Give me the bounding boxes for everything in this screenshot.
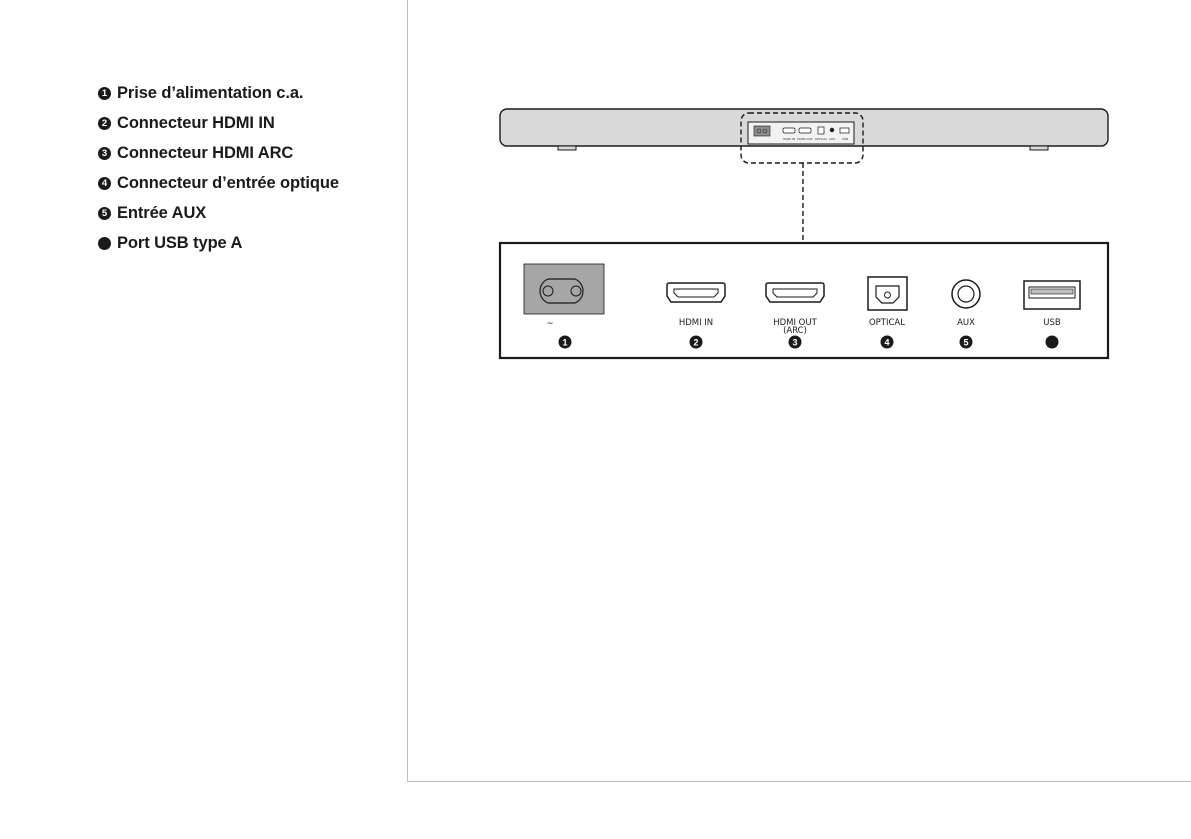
hdmi-out-arc-port [766,283,824,302]
legend-item-hdmi-in [98,108,339,138]
mini-label-usb: USB [841,137,849,141]
mini-label-optical: OPTICAL [814,137,828,141]
optical-label: OPTICAL [868,318,906,328]
bullet-marker [98,237,111,250]
mini-port-panel [748,122,854,144]
number-marker: 3 [98,147,111,160]
number-marker: 1 [98,87,111,100]
legend-label: Connecteur HDMI ARC [117,143,294,162]
legend-label: Entrée AUX [117,203,207,222]
number-marker: 2 [98,117,111,130]
usb-port [1024,281,1080,309]
port-legend [98,78,339,258]
legend-label: Connecteur d’entrée optique [117,173,339,192]
legend-item-hdmi-arc [98,138,339,168]
callout-4-number: 4 [884,337,890,348]
legend-label: Prise d’alimentation c.a. [117,83,304,102]
hdmi-out-label: HDMI OUT [773,318,817,328]
page-divider-horizontal [407,781,1191,782]
legend-item-optical [98,168,339,198]
legend-item-power [98,78,339,108]
hdmi-in-port [667,283,725,302]
legend-item-aux [98,198,339,228]
aux-label: AUX [957,318,975,328]
legend-label: Connecteur HDMI IN [117,113,275,132]
mini-label-aux: AUX [828,137,836,141]
aux-port [952,280,980,308]
callout-3-number: 3 [792,337,798,348]
optical-port [868,277,907,310]
callout-1-number: 1 [562,337,568,348]
number-marker: 4 [98,177,111,190]
power-label: ~ [546,319,554,329]
callout-5-number: 5 [963,337,969,348]
mini-label-hdmi-in: HDMI IN [782,137,796,141]
usb-label: USB [1043,318,1061,328]
mini-label-hdmi-out: HDMI OUT [797,137,813,141]
ac-power-socket [524,264,604,314]
number-marker: 5 [98,207,111,220]
callout-usb-badge [1046,336,1059,349]
legend-label: Port USB type A [117,233,243,252]
page-divider-vertical [407,0,408,782]
legend-item-usb [98,228,339,258]
hdmi-in-label: HDMI IN [678,318,714,328]
callout-2-number: 2 [693,337,699,348]
soundbar-diagram [490,100,1120,365]
hdmi-arc-label: (ARC) [783,326,807,336]
